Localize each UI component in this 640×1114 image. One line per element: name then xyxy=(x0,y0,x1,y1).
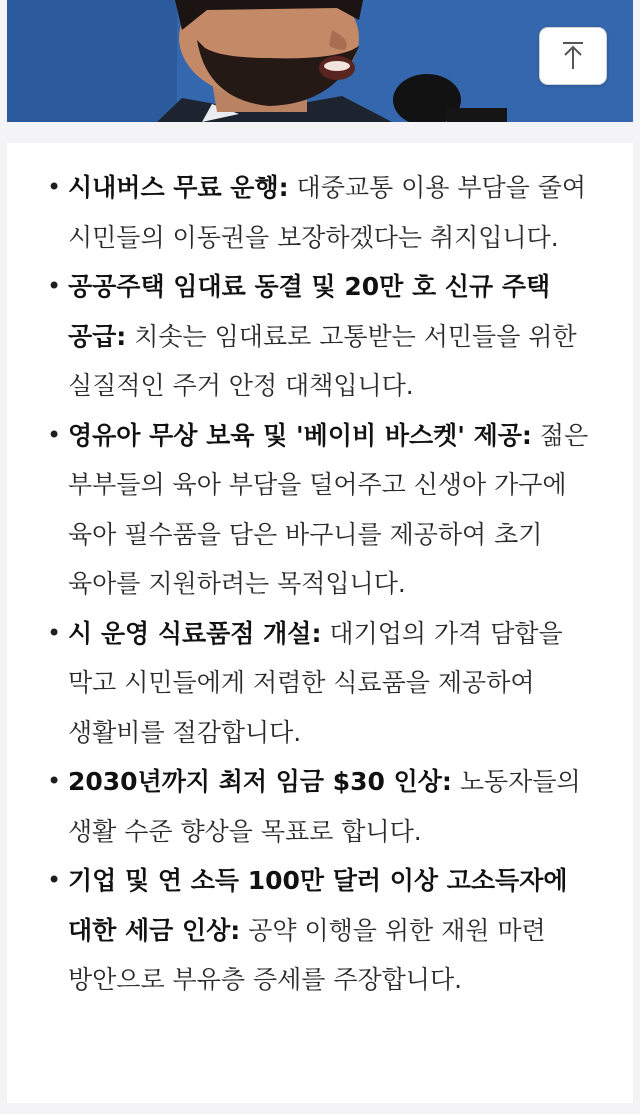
item-description: 치솟는 임대료로 고통받는 서민들을 위한 실질적인 주거 안정 대책입니다. xyxy=(68,321,577,400)
article-content xyxy=(7,143,633,1103)
item-description: 젊은 부부들의 육아 부담을 덜어주고 신생아 가구에 육아 필수품을 담은 바구니를 제공하여 초기 육아를 지원하려는 목적입니다. xyxy=(68,420,589,598)
item-term: 공공주택 임대료 동결 및 20만 호 신규 주택 공급: xyxy=(68,272,551,351)
list-item xyxy=(7,609,633,758)
item-description: 대기업의 가격 담합을 막고 시민들에게 저렴한 식료품을 제공하여 생활비를 절감합니다. xyxy=(68,618,563,747)
list-item xyxy=(7,163,633,262)
policy-list xyxy=(7,163,633,1005)
item-description: 대중교통 이용 부담을 줄여 시민들의 이동권을 보장하겠다는 취지입니다. xyxy=(68,173,587,252)
list-item xyxy=(7,757,633,856)
list-item xyxy=(7,856,633,1005)
scroll-to-top-button[interactable] xyxy=(539,27,607,85)
list-item xyxy=(7,411,633,609)
item-term: 2030년까지 최저 임금 $30 인상: xyxy=(68,767,452,796)
item-term: 시내버스 무료 운행: xyxy=(68,173,289,202)
item-description: 노동자들의 생활 수준 향상을 목표로 합니다. xyxy=(68,767,581,846)
arrow-up-icon xyxy=(561,41,585,71)
item-description: 공약 이행을 위한 재원 마련 방안으로 부유층 증세를 주장합니다. xyxy=(68,915,546,994)
item-term: 시 운영 식료품점 개설: xyxy=(68,618,322,648)
item-term: 영유아 무상 보육 및 '베이비 바스켓' 제공: xyxy=(68,420,532,450)
item-term: 기업 및 연 소득 100만 달러 이상 고소득자에 대한 세금 인상: xyxy=(68,866,568,945)
list-item xyxy=(7,262,633,411)
